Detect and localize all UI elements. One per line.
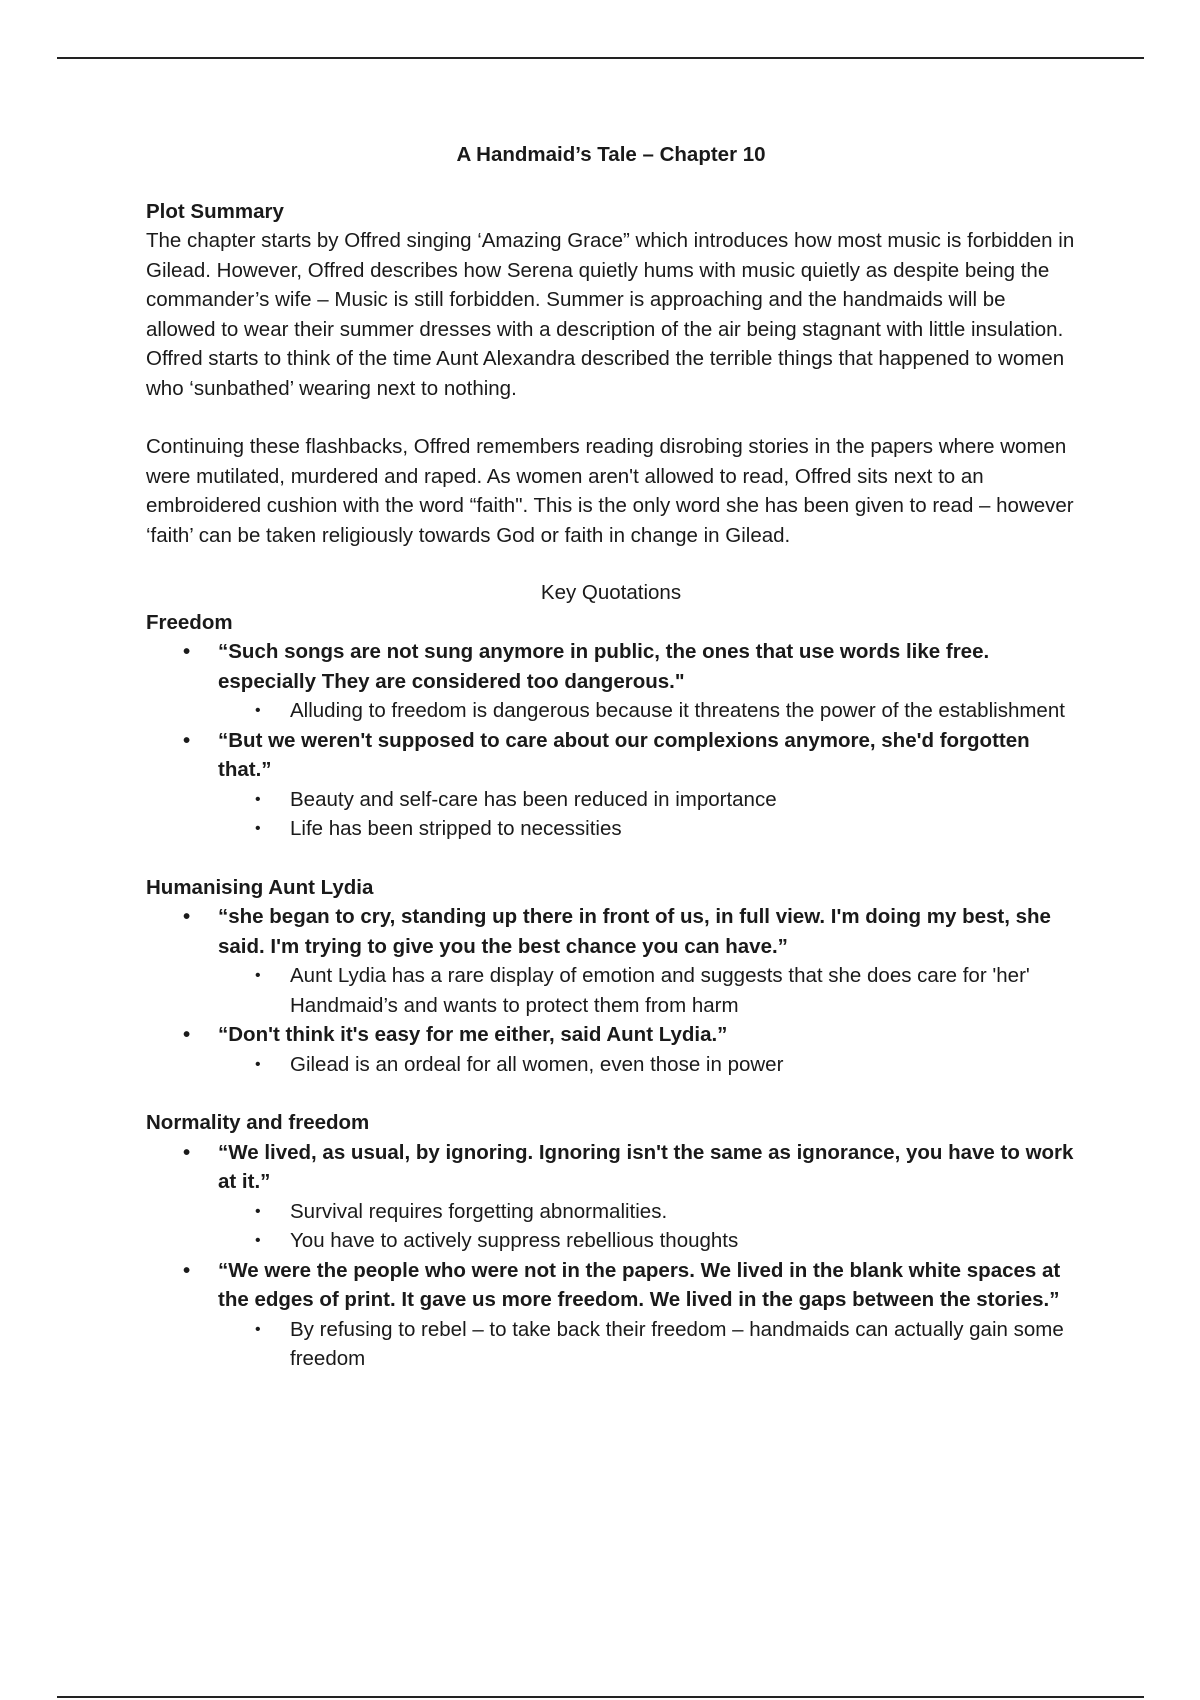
document-title: A Handmaid’s Tale – Chapter 10 — [456, 143, 766, 166]
bullet-icon: • — [255, 820, 261, 837]
note-item — [146, 1197, 1076, 1227]
note-item — [146, 1226, 1076, 1256]
plot-summary-paragraph: Continuing these flashbacks, Offred remembers reading disrobing stories in the papers where women were mutilated, murdered and raped. As women aren't allowed to read, Offred sits next to an embroidered cushion with the word “faith". This is the only word she has been given to read – however ‘faith’ can be taken religiously towards God or faith in change in Gilead. — [146, 435, 1074, 547]
plot-summary-section — [146, 197, 1076, 551]
note-item — [146, 961, 1076, 1020]
bullet-icon: • — [255, 967, 261, 984]
quote-item — [146, 1020, 1076, 1079]
note-item — [146, 814, 1076, 844]
bullet-icon: • — [255, 702, 261, 719]
bullet-icon: • — [255, 1232, 261, 1249]
footer-rule — [57, 1696, 1144, 1698]
note-text: Aunt Lydia has a rare display of emotion and suggests that she does care for 'her' Handmaid’s and wants to protect them from harm — [290, 964, 1030, 1017]
quote-item — [146, 1256, 1076, 1374]
quote-list — [146, 902, 1076, 1079]
key-quotations-heading: Key Quotations — [540, 581, 682, 604]
quote-item — [146, 726, 1076, 844]
note-list — [218, 961, 1076, 1020]
quote-item — [146, 637, 1076, 726]
note-text: You have to actively suppress rebellious thoughts — [290, 1229, 739, 1252]
note-text: Life has been stripped to necessities — [290, 817, 622, 840]
note-text: By refusing to rebel – to take back their freedom – handmaids can actually gain some freedom — [290, 1317, 1064, 1370]
theme-heading: Humanising Aunt Lydia — [146, 875, 374, 899]
quote-text: “We were the people who were not in the papers. We lived in the blank white spaces at the edges of print. It gave us more freedom. We lived in the gaps between the stories.” — [218, 1258, 1061, 1311]
bullet-icon: • — [255, 1055, 261, 1073]
plot-summary-paragraph: The chapter starts by Offred singing ‘Amazing Grace” which introduces how most music is forbidden in Gilead. However, Offred describes how Serena quietly hums with music quietly as despite being the commander’s wife – Music is still forbidden. Summer is approaching and the handmaids will be allowed to wear their summer dresses with a description of the air being stagnant with little insulation. Offred starts to think of the time Aunt Alexandra described the terrible things that happened to women who ‘sunbathed’ wearing next to nothing. — [146, 229, 1075, 400]
theme-heading: Normality and freedom — [146, 1111, 370, 1134]
quote-item — [146, 902, 1076, 1020]
quote-text: “We lived, as usual, by ignoring. Ignoring isn't the same as ignorance, you have to work at it.” — [218, 1140, 1074, 1193]
note-item — [146, 696, 1076, 726]
quote-text: “Such songs are not sung anymore in public, the ones that use words like free. especially They are considered too dangerous." — [218, 640, 990, 693]
theme-heading: Freedom — [146, 610, 233, 634]
bullet-icon: • — [255, 1202, 261, 1220]
bullet-icon: • — [255, 790, 261, 808]
note-text: Gilead is an ordeal for all women, even those in power — [290, 1052, 784, 1076]
document-body — [146, 140, 1076, 1374]
quote-text: “Don't think it's easy for me either, said Aunt Lydia.” — [218, 1023, 728, 1046]
theme-section — [146, 1108, 1076, 1374]
note-item — [146, 1315, 1076, 1374]
themes-container — [146, 608, 1076, 1374]
note-list — [218, 1315, 1076, 1374]
bullet-icon: • — [183, 640, 191, 663]
bullet-icon: • — [183, 1258, 191, 1282]
bullet-icon: • — [183, 728, 191, 752]
note-list — [218, 785, 1076, 844]
theme-section — [146, 873, 1076, 1080]
note-list — [218, 1197, 1076, 1256]
quote-list — [146, 1138, 1076, 1374]
bullet-icon: • — [183, 1140, 191, 1164]
header-rule — [57, 57, 1144, 59]
note-text: Survival requires forgetting abnormalities. — [290, 1199, 668, 1223]
plot-summary-heading: Plot Summary — [146, 199, 284, 223]
bullet-icon: • — [183, 1023, 191, 1046]
theme-section — [146, 608, 1076, 844]
bullet-icon: • — [183, 905, 191, 928]
note-list — [218, 696, 1076, 726]
note-list — [218, 1050, 1076, 1080]
quote-list — [146, 637, 1076, 844]
quote-item — [146, 1138, 1076, 1256]
bullet-icon: • — [255, 1320, 261, 1338]
quote-text: “But we weren't supposed to care about our complexions anymore, she'd forgotten that.” — [218, 728, 1030, 781]
note-text: Beauty and self-care has been reduced in importance — [290, 787, 777, 811]
quote-text: “she began to cry, standing up there in front of us, in full view. I'm doing my best, she said. I'm trying to give you the best chance you can have.” — [218, 905, 1051, 958]
note-item — [146, 1050, 1076, 1080]
note-text: Alluding to freedom is dangerous because it threatens the power of the establishment — [290, 699, 1065, 722]
note-item — [146, 785, 1076, 815]
